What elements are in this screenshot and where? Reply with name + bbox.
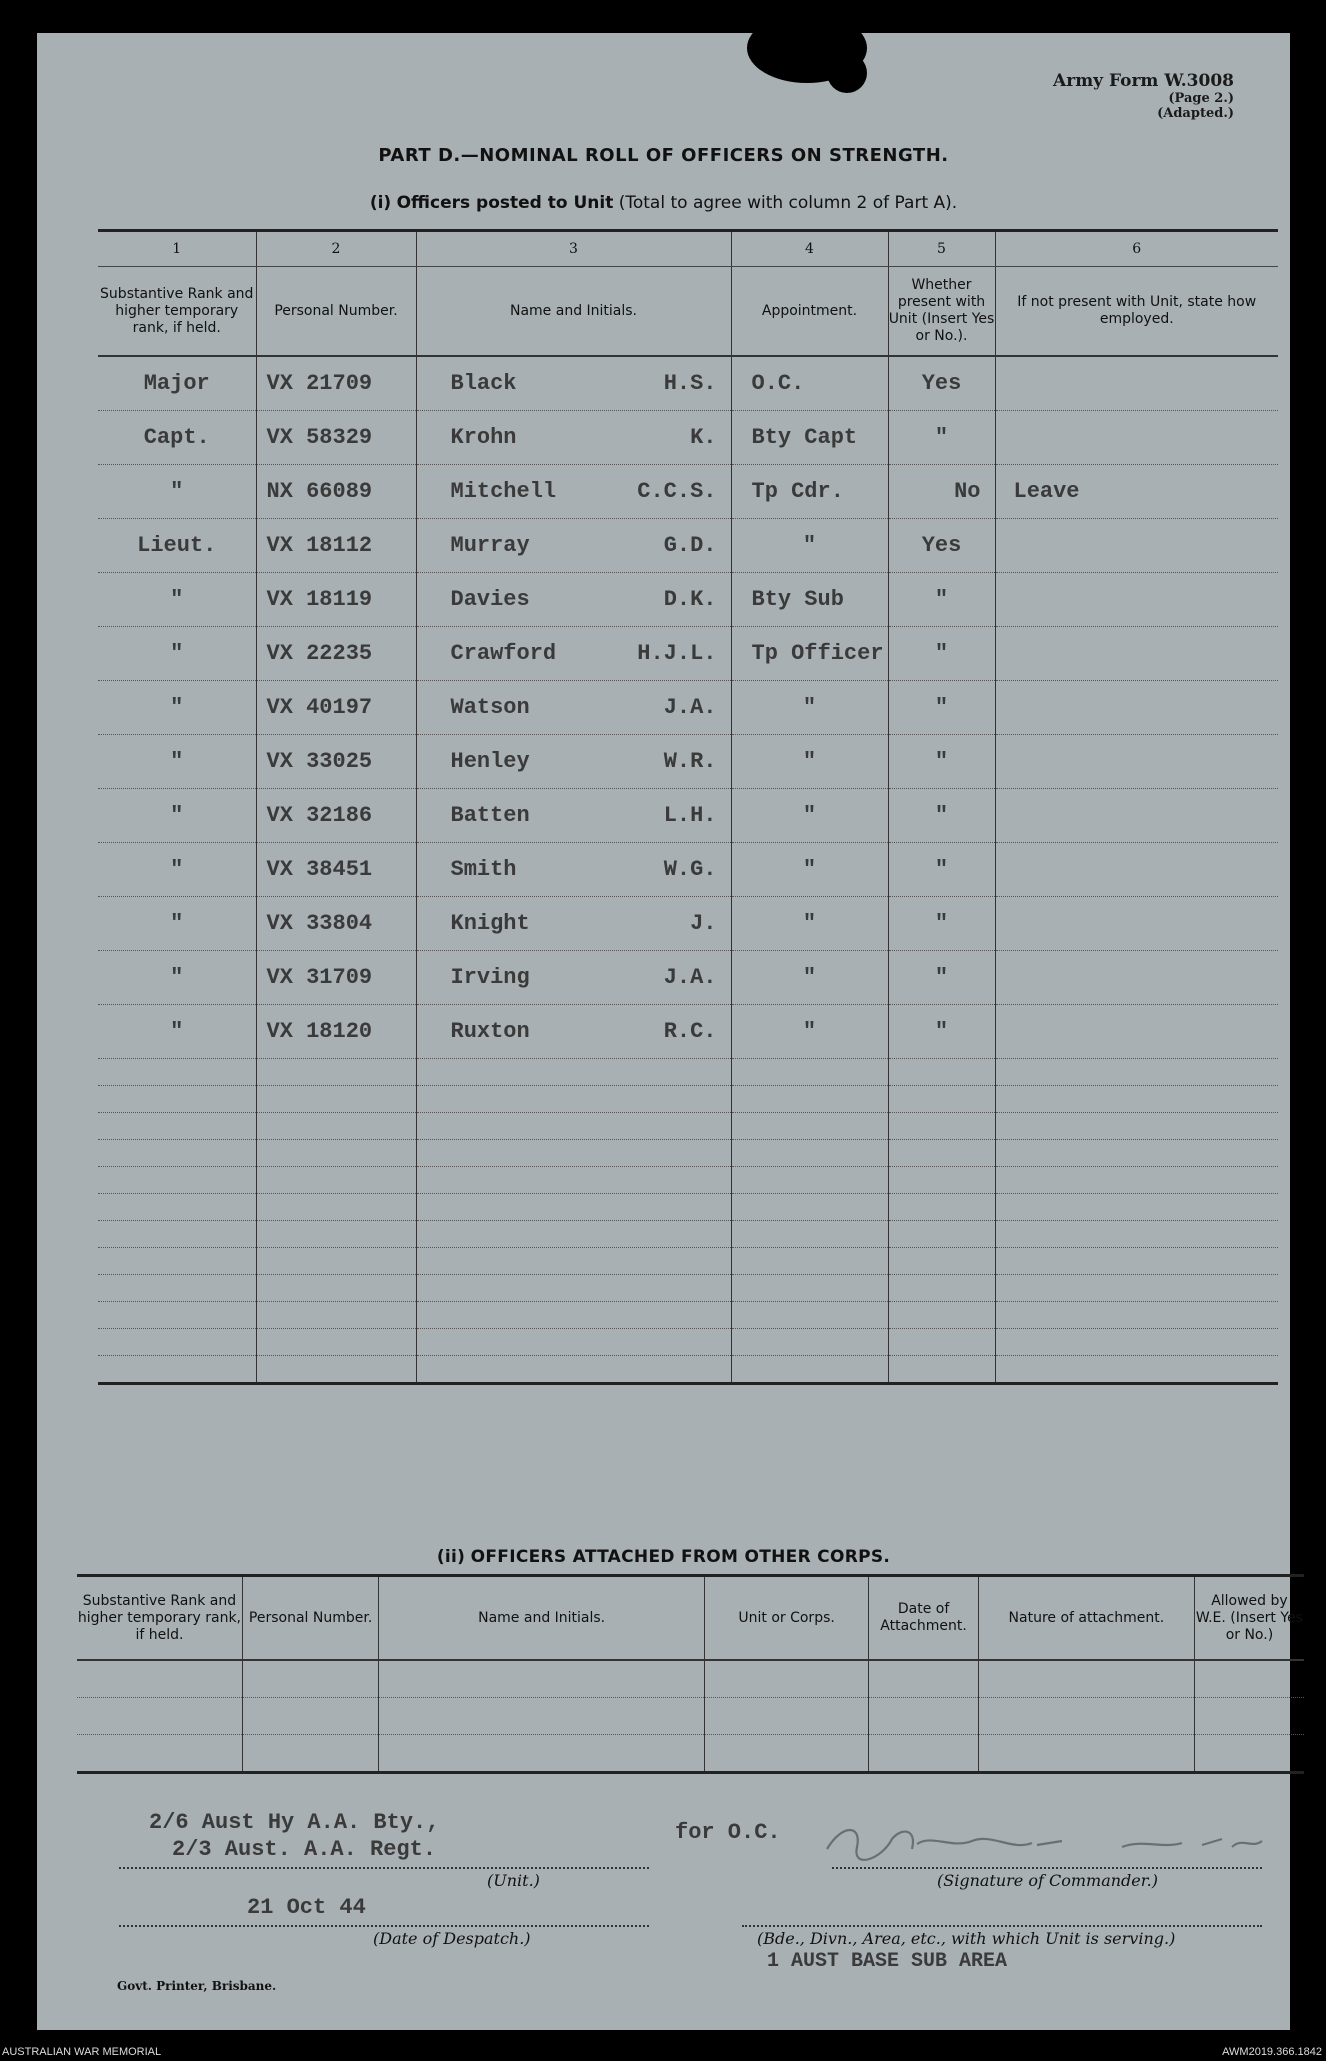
blank-cell (77, 1735, 242, 1773)
blank-cell (995, 1059, 1278, 1086)
table-row (98, 465, 1278, 519)
present-cell: " (888, 1005, 995, 1059)
blank-cell (995, 1302, 1278, 1329)
blank-row (98, 1140, 1278, 1167)
blank-cell (98, 1059, 256, 1086)
blank-cell (416, 1140, 731, 1167)
blank-row (98, 1356, 1278, 1384)
blank-cell (77, 1698, 242, 1735)
employment-cell (995, 897, 1278, 951)
employment-cell (995, 789, 1278, 843)
blank-cell (1194, 1660, 1304, 1698)
name-cell (416, 573, 731, 627)
rank-cell: " (98, 573, 256, 627)
blank-cell (731, 1329, 888, 1356)
blank-row (98, 1113, 1278, 1140)
blank-cell (888, 1194, 995, 1221)
blank-cell (242, 1698, 378, 1735)
column-header: Allowed by W.E. (Insert Yes or No.) (1194, 1576, 1304, 1661)
blank-cell (995, 1275, 1278, 1302)
blank-cell (256, 1194, 416, 1221)
blank-cell (869, 1660, 979, 1698)
section-ii-prefix: (ii) (436, 1547, 466, 1567)
blank-cell (98, 1113, 256, 1140)
present-cell: " (888, 735, 995, 789)
blank-cell (98, 1356, 256, 1384)
blank-cell (416, 1113, 731, 1140)
blank-cell (731, 1140, 888, 1167)
unit-underline (119, 1867, 649, 1869)
surname: Smith (450, 857, 517, 882)
unit-caption: (Unit.) (487, 1871, 540, 1890)
present-cell: " (888, 681, 995, 735)
personal-number-cell: VX 22235 (256, 627, 416, 681)
torn-hole-small (827, 53, 867, 93)
blank-cell (731, 1194, 888, 1221)
initials: R.C. (663, 1019, 717, 1044)
blank-cell (888, 1140, 995, 1167)
blank-row (98, 1329, 1278, 1356)
surname: Black (450, 371, 517, 396)
unit-line-2: 2/3 Aust. A.A. Regt. (172, 1837, 437, 1862)
blank-cell (98, 1086, 256, 1113)
signature-underline (832, 1867, 1262, 1869)
section-ii-title: OFFICERS ATTACHED FROM OTHER CORPS. (470, 1547, 891, 1567)
rank-cell: " (98, 681, 256, 735)
appointment-cell: " (731, 735, 888, 789)
blank-cell (995, 1248, 1278, 1275)
blank-cell (978, 1735, 1194, 1773)
blank-row (77, 1660, 1304, 1698)
area-value: 1 AUST BASE SUB AREA (767, 1950, 1008, 1973)
employment-cell (995, 1005, 1278, 1059)
initials: H.J.L. (637, 641, 717, 666)
column-header: Personal Number. (256, 267, 416, 357)
blank-cell (98, 1302, 256, 1329)
column-header: Personal Number. (242, 1576, 378, 1661)
blank-cell (731, 1086, 888, 1113)
blank-cell (704, 1735, 868, 1773)
blank-cell (242, 1735, 378, 1773)
blank-cell (416, 1167, 731, 1194)
blank-cell (731, 1248, 888, 1275)
appointment-cell: " (731, 789, 888, 843)
table-row (98, 411, 1278, 465)
unit-line-1: 2/6 Aust Hy A.A. Bty., (149, 1810, 440, 1835)
appointment-cell: Bty Sub (731, 573, 888, 627)
blank-cell (416, 1221, 731, 1248)
blank-cell (995, 1194, 1278, 1221)
blank-cell (888, 1059, 995, 1086)
blank-cell (98, 1275, 256, 1302)
printer-imprint: Govt. Printer, Brisbane. (117, 1979, 277, 1993)
initials: D.K. (663, 587, 717, 612)
personal-number-cell: VX 32186 (256, 789, 416, 843)
blank-cell (995, 1221, 1278, 1248)
blank-cell (731, 1275, 888, 1302)
blank-cell (888, 1329, 995, 1356)
blank-cell (416, 1329, 731, 1356)
blank-row (98, 1059, 1278, 1086)
blank-row (98, 1248, 1278, 1275)
blank-cell (98, 1140, 256, 1167)
rank-cell: Capt. (98, 411, 256, 465)
table-row (98, 789, 1278, 843)
blank-cell (256, 1113, 416, 1140)
blank-cell (888, 1275, 995, 1302)
initials: H.S. (663, 371, 717, 396)
section-ii-heading (37, 1547, 1290, 1567)
column-header: If not present with Unit, state how employed. (995, 267, 1278, 357)
present-cell: Yes (888, 356, 995, 411)
column-header-row (98, 267, 1278, 357)
personal-number-cell: VX 58329 (256, 411, 416, 465)
blank-cell (98, 1221, 256, 1248)
blank-cell (731, 1059, 888, 1086)
blank-cell (888, 1113, 995, 1140)
present-cell: No (888, 465, 995, 519)
blank-row (98, 1194, 1278, 1221)
surname: Knight (450, 911, 530, 936)
surname: Davies (450, 587, 530, 612)
column-header: Date of Attachment. (869, 1576, 979, 1661)
personal-number-cell: VX 33804 (256, 897, 416, 951)
blank-cell (995, 1113, 1278, 1140)
table-row (98, 681, 1278, 735)
surname: Ruxton (450, 1019, 530, 1044)
signature-caption: (Signature of Commander.) (937, 1871, 1158, 1890)
personal-number-cell: VX 40197 (256, 681, 416, 735)
column-number: 1 (98, 231, 256, 267)
employment-cell (995, 951, 1278, 1005)
despatch-date: 21 Oct 44 (247, 1895, 366, 1920)
initials: C.C.S. (637, 479, 717, 504)
name-cell (416, 465, 731, 519)
table-row (98, 1005, 1278, 1059)
personal-number-cell: VX 18120 (256, 1005, 416, 1059)
initials: J.A. (663, 695, 717, 720)
blank-cell (995, 1167, 1278, 1194)
surname: Crawford (450, 641, 557, 666)
initials: L.H. (663, 803, 717, 828)
blank-cell (379, 1698, 705, 1735)
blank-cell (379, 1735, 705, 1773)
rank-cell: " (98, 789, 256, 843)
employment-cell (995, 843, 1278, 897)
column-header: Name and Initials. (379, 1576, 705, 1661)
form-adapted: (Adapted.) (1157, 106, 1234, 121)
form-identifier (1053, 71, 1234, 121)
name-cell (416, 951, 731, 1005)
rank-cell: Lieut. (98, 519, 256, 573)
appointment-cell: " (731, 519, 888, 573)
blank-cell (704, 1698, 868, 1735)
surname: Krohn (450, 425, 517, 450)
archive-id: AWM2019.366.1842 (1222, 2046, 1322, 2058)
surname: Irving (450, 965, 530, 990)
blank-row (98, 1221, 1278, 1248)
blank-cell (242, 1660, 378, 1698)
column-header: Appointment. (731, 267, 888, 357)
column-header: Unit or Corps. (704, 1576, 868, 1661)
present-cell: " (888, 789, 995, 843)
blank-cell (256, 1275, 416, 1302)
name-cell (416, 1005, 731, 1059)
section-i-prefix: (i) (369, 193, 392, 213)
blank-cell (888, 1086, 995, 1113)
surname: Henley (450, 749, 530, 774)
name-cell (416, 519, 731, 573)
column-number: 5 (888, 231, 995, 267)
name-cell (416, 681, 731, 735)
section-i-heading (37, 193, 1290, 213)
date-caption: (Date of Despatch.) (373, 1929, 531, 1948)
present-cell: " (888, 843, 995, 897)
rank-cell: " (98, 735, 256, 789)
initials: J. (690, 911, 717, 936)
surname: Watson (450, 695, 530, 720)
blank-cell (1194, 1735, 1304, 1773)
blank-cell (888, 1248, 995, 1275)
surname: Batten (450, 803, 530, 828)
initials: W.G. (663, 857, 717, 882)
column-number: 2 (256, 231, 416, 267)
present-cell: " (888, 411, 995, 465)
blank-cell (98, 1194, 256, 1221)
column-header: Whether present with Unit (Insert Yes or No.). (888, 267, 995, 357)
blank-row (77, 1735, 1304, 1773)
table-row (98, 843, 1278, 897)
column-header: Substantive Rank and higher temporary rank, if held. (98, 267, 256, 357)
blank-cell (731, 1113, 888, 1140)
blank-cell (416, 1059, 731, 1086)
blank-cell (888, 1221, 995, 1248)
surname: Murray (450, 533, 530, 558)
personal-number-cell: VX 18119 (256, 573, 416, 627)
name-cell (416, 411, 731, 465)
column-header: Substantive Rank and higher temporary rank, if held. (77, 1576, 242, 1661)
column-header: Name and Initials. (416, 267, 731, 357)
blank-cell (256, 1302, 416, 1329)
form-page (37, 33, 1303, 2030)
blank-cell (416, 1356, 731, 1384)
employment-cell (995, 627, 1278, 681)
blank-cell (416, 1194, 731, 1221)
blank-cell (888, 1302, 995, 1329)
table-row (98, 627, 1278, 681)
blank-cell (256, 1221, 416, 1248)
present-cell: " (888, 573, 995, 627)
column-header: Nature of attachment. (978, 1576, 1194, 1661)
blank-cell (416, 1248, 731, 1275)
blank-cell (731, 1356, 888, 1384)
blank-row (98, 1275, 1278, 1302)
appointment-cell: Tp Cdr. (731, 465, 888, 519)
blank-cell (731, 1221, 888, 1248)
appointment-cell: " (731, 897, 888, 951)
form-number: Army Form W.3008 (1053, 71, 1234, 91)
rank-cell: " (98, 843, 256, 897)
blank-cell (731, 1167, 888, 1194)
name-cell (416, 843, 731, 897)
rank-cell: Major (98, 356, 256, 411)
blank-cell (256, 1086, 416, 1113)
table-row (98, 897, 1278, 951)
appointment-cell: O.C. (731, 356, 888, 411)
table-row (98, 735, 1278, 789)
present-cell: Yes (888, 519, 995, 573)
table-row (98, 951, 1278, 1005)
blank-cell (888, 1167, 995, 1194)
area-underline (742, 1925, 1262, 1927)
blank-cell (704, 1660, 868, 1698)
appointment-cell: Bty Capt (731, 411, 888, 465)
employment-cell: Leave (995, 465, 1278, 519)
section-i-note: (Total to agree with column 2 of Part A). (618, 193, 958, 213)
blank-cell (978, 1698, 1194, 1735)
employment-cell (995, 681, 1278, 735)
name-cell (416, 897, 731, 951)
present-cell: " (888, 627, 995, 681)
personal-number-cell: NX 66089 (256, 465, 416, 519)
rank-cell: " (98, 1005, 256, 1059)
personal-number-cell: VX 33025 (256, 735, 416, 789)
initials: W.R. (663, 749, 717, 774)
personal-number-cell: VX 38451 (256, 843, 416, 897)
blank-cell (256, 1140, 416, 1167)
employment-cell (995, 356, 1278, 411)
blank-cell (995, 1329, 1278, 1356)
blank-cell (98, 1329, 256, 1356)
column-number: 3 (416, 231, 731, 267)
blank-cell (731, 1302, 888, 1329)
column-number: 4 (731, 231, 888, 267)
appointment-cell: " (731, 951, 888, 1005)
blank-cell (256, 1059, 416, 1086)
name-cell (416, 627, 731, 681)
column-number: 6 (995, 231, 1278, 267)
blank-row (98, 1086, 1278, 1113)
blank-cell (416, 1275, 731, 1302)
blank-cell (416, 1086, 731, 1113)
blank-cell (869, 1735, 979, 1773)
initials: K. (690, 425, 717, 450)
blank-cell (995, 1140, 1278, 1167)
blank-cell (995, 1356, 1278, 1384)
blank-cell (98, 1167, 256, 1194)
blank-cell (77, 1660, 242, 1698)
personal-number-cell: VX 31709 (256, 951, 416, 1005)
name-cell (416, 789, 731, 843)
rank-cell: " (98, 627, 256, 681)
present-cell: " (888, 951, 995, 1005)
for-oc: for O.C. (675, 1820, 781, 1845)
appointment-cell: " (731, 681, 888, 735)
table-row (98, 573, 1278, 627)
blank-cell (256, 1329, 416, 1356)
attached-header-row (77, 1576, 1304, 1661)
initials: J.A. (663, 965, 717, 990)
appointment-cell: Tp Officer (731, 627, 888, 681)
appointment-cell: " (731, 1005, 888, 1059)
present-cell: " (888, 897, 995, 951)
appointment-cell: " (731, 843, 888, 897)
blank-row (98, 1302, 1278, 1329)
blank-cell (995, 1086, 1278, 1113)
name-cell (416, 735, 731, 789)
blank-cell (416, 1302, 731, 1329)
area-caption: (Bde., Divn., Area, etc., with which Unit is serving.) (757, 1929, 1176, 1948)
surname: Mitchell (450, 479, 557, 504)
initials: G.D. (663, 533, 717, 558)
employment-cell (995, 519, 1278, 573)
blank-cell (978, 1660, 1194, 1698)
personal-number-cell: VX 18112 (256, 519, 416, 573)
table-row (98, 519, 1278, 573)
page-title: PART D.—NOMINAL ROLL OF OFFICERS ON STRENGTH. (378, 145, 949, 166)
employment-cell (995, 411, 1278, 465)
rank-cell: " (98, 465, 256, 519)
employment-cell (995, 573, 1278, 627)
section-i-title: Officers posted to Unit (396, 193, 614, 213)
blank-cell (256, 1167, 416, 1194)
officers-posted-table (98, 229, 1278, 1385)
rank-cell: " (98, 951, 256, 1005)
employment-cell (995, 735, 1278, 789)
commander-signature (822, 1819, 1292, 1869)
blank-cell (256, 1248, 416, 1275)
blank-cell (379, 1660, 705, 1698)
form-page-number: (Page 2.) (1168, 91, 1234, 106)
blank-row (98, 1167, 1278, 1194)
blank-cell (1194, 1698, 1304, 1735)
blank-row (77, 1698, 1304, 1735)
blank-cell (256, 1356, 416, 1384)
blank-cell (869, 1698, 979, 1735)
archive-label: AUSTRALIAN WAR MEMORIAL (2, 2046, 162, 2058)
personal-number-cell: VX 21709 (256, 356, 416, 411)
officers-attached-table (77, 1574, 1304, 1774)
blank-cell (98, 1248, 256, 1275)
date-underline (119, 1925, 649, 1927)
table-row (98, 356, 1278, 411)
name-cell (416, 356, 731, 411)
blank-cell (888, 1356, 995, 1384)
column-number-row (98, 231, 1278, 267)
rank-cell: " (98, 897, 256, 951)
